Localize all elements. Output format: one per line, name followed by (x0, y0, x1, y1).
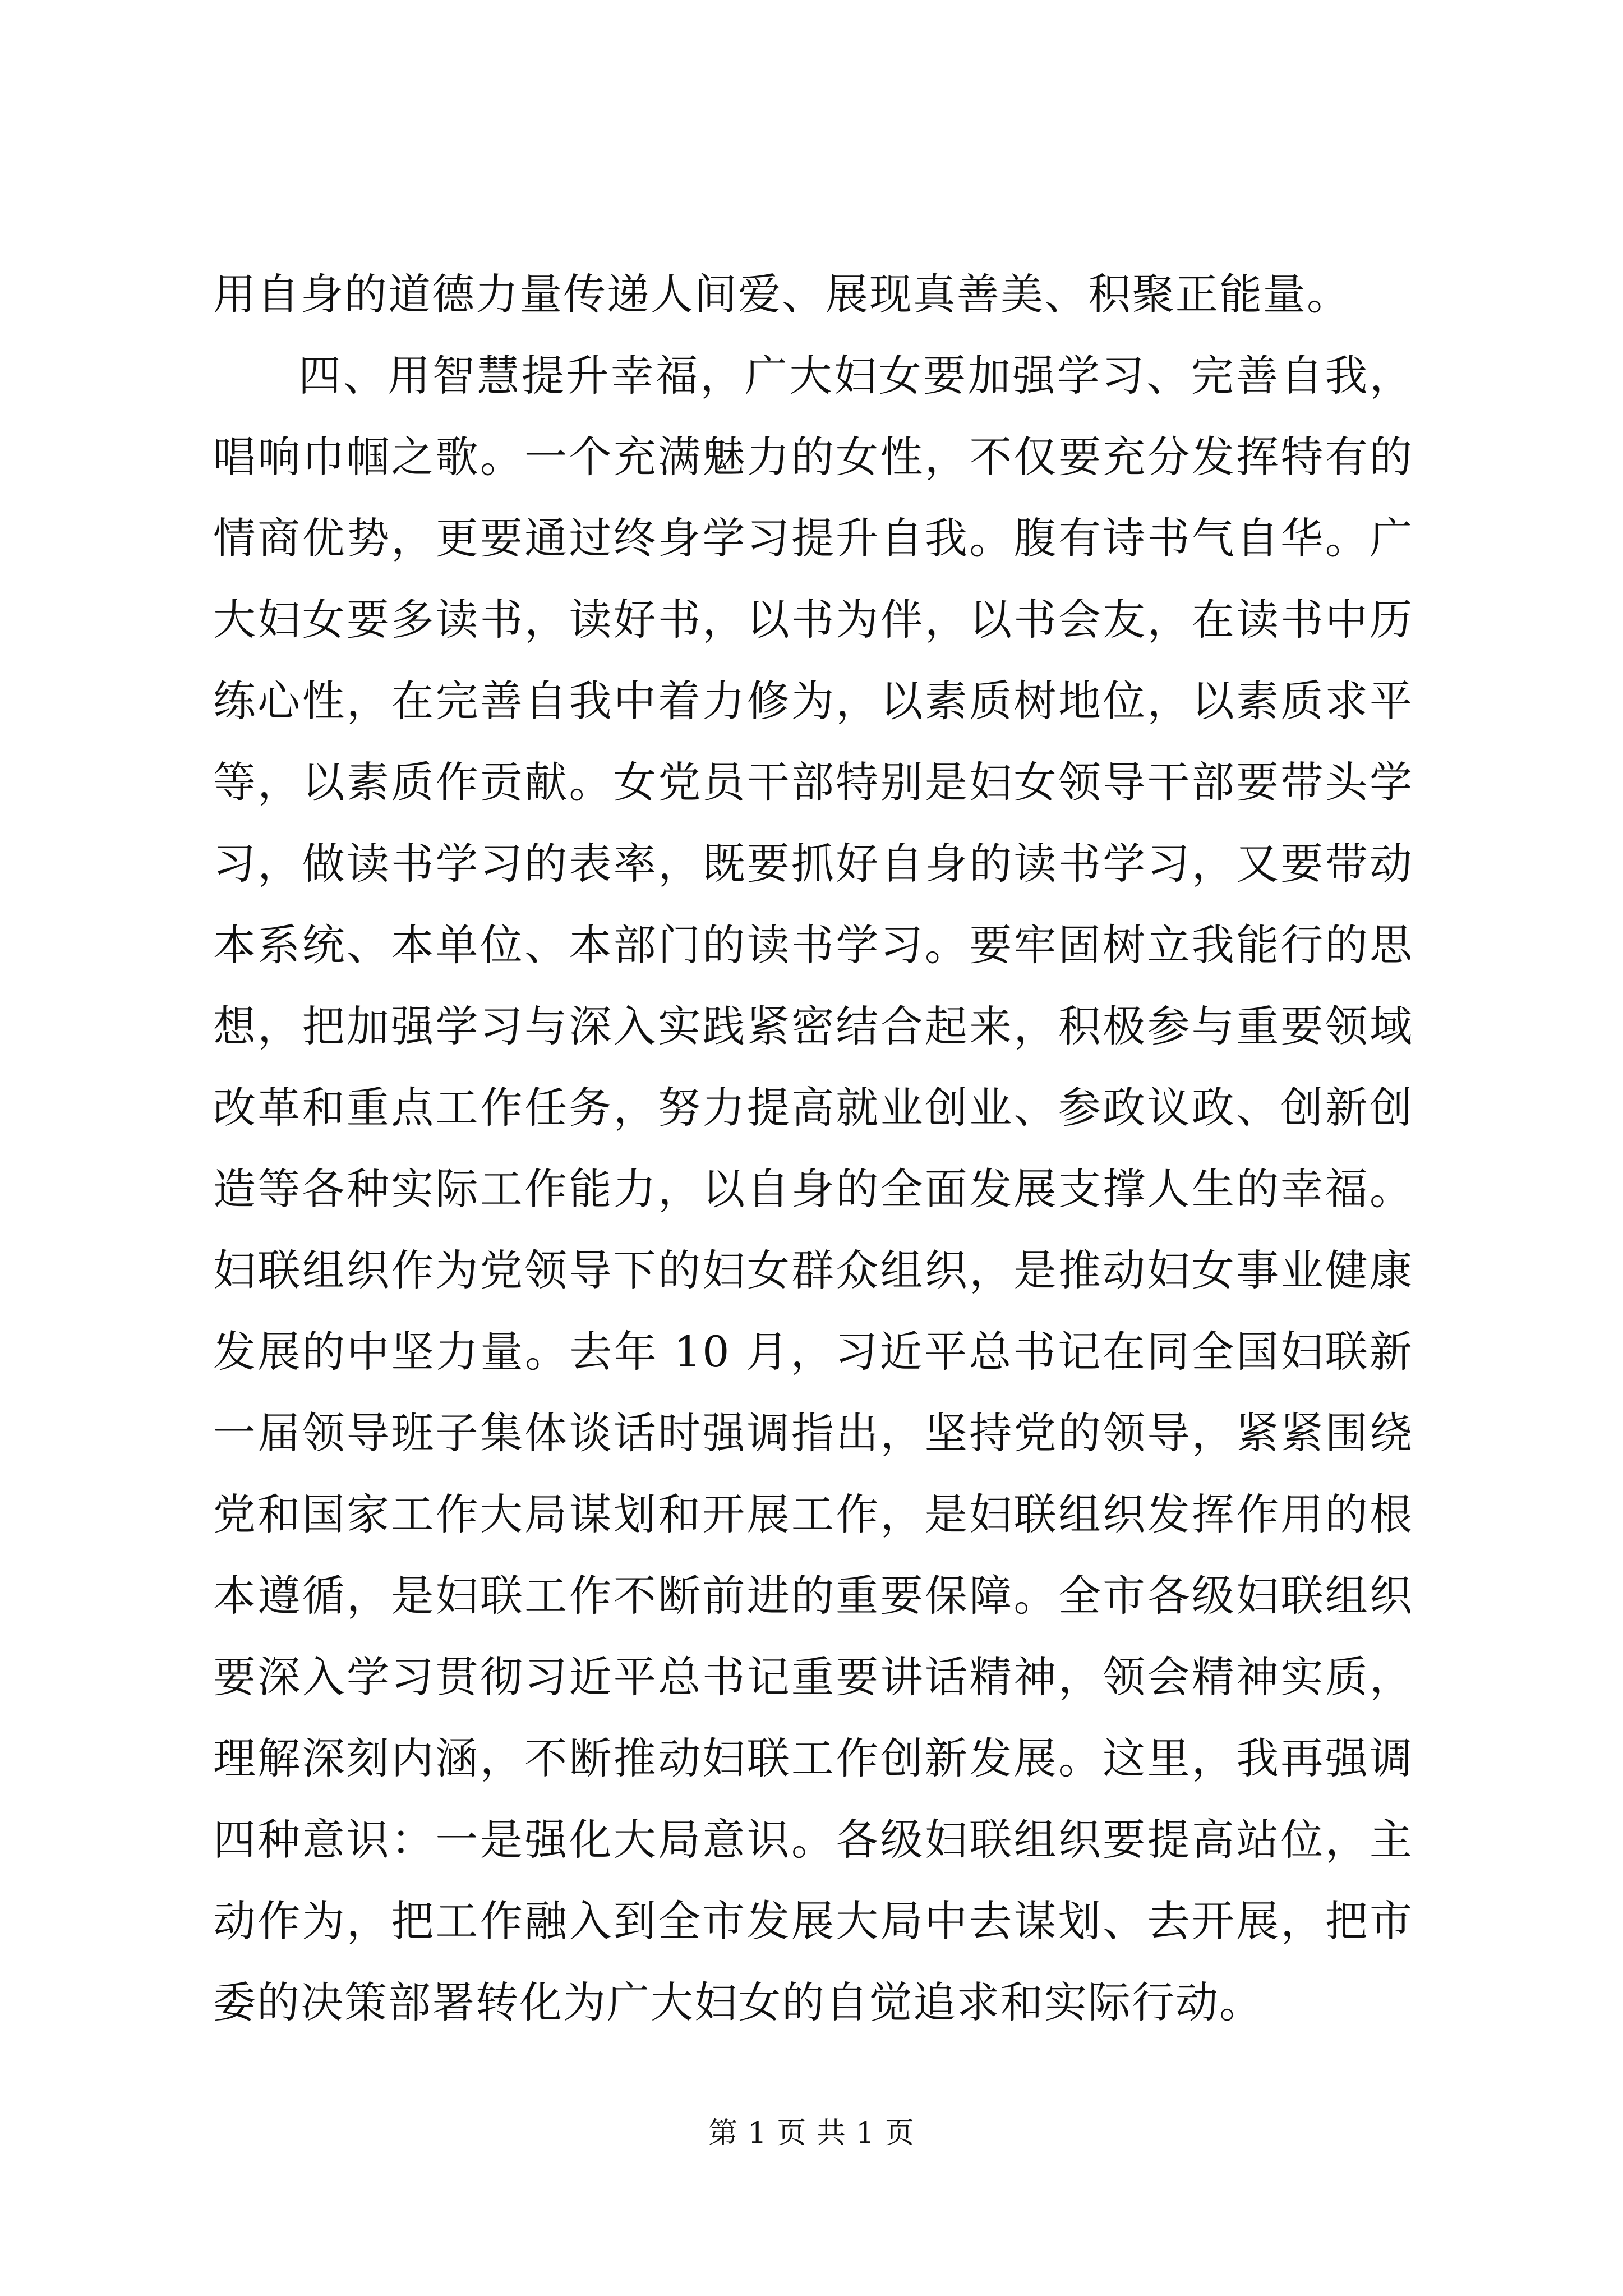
paragraph-continuation: 用自身的道德力量传递人间爱、展现真善美、积聚正能量。 (213, 269, 1350, 319)
paragraph-section-four: 四、用智慧提升幸福，广大妇女要加强学习、完善自我，唱响巾帼之歌。一个充满魅力的女性，不仅要充分发挥特有的情商优势，更要通过终身学习提升自我。腹有诗书气自华。广大妇女要多读书，读好书，以书为伴，以书会友，在读书中历练心性，在完善自我中着力修为，以素质树地位，以素质求平等，以素质作贡献。女党员干部特别是妇女领导干部要带头学习，做读书学习的表率，既要抓好自身的读书学习，又要带动本系统、本单位、本部门的读书学习。要牢固树立我能行的思想，把加强学习与深入实践紧密结合起来，积极参与重要领域改革和重点工作任务，努力提高就业创业、参政议政、创新创造等各种实际工作能力，以自身的全面发展支撑人生的幸福。妇联组织作为党领导下的妇女群众组织，是推动妇女事业健康发展的中坚力量。去年 10 月，习近平总书记在同全国妇联新一届领导班子集体谈话时强调指出，坚持党的领导，紧紧围绕党和国家工作大局谋划和开展工作，是妇联组织发挥作用的根本遵循，是妇联工作不断前进的重要保障。全市各级妇联组织要深入学习贯彻习近平总书记重要讲话精神，领会精神实质，理解深刻内涵，不断推动妇联工作创新发展。这里，我再强调四种意识：一是强化大局意识。各级妇联组织要提高站位，主动作为，把工作融入到全市发展大局中去谋划、去开展，把市委的决策部署转化为广大妇女的自觉追求和实际行动。 (213, 351, 1413, 2027)
page-footer: 第 1 页 共 1 页 (708, 2116, 915, 2150)
document-body (213, 254, 1413, 2043)
